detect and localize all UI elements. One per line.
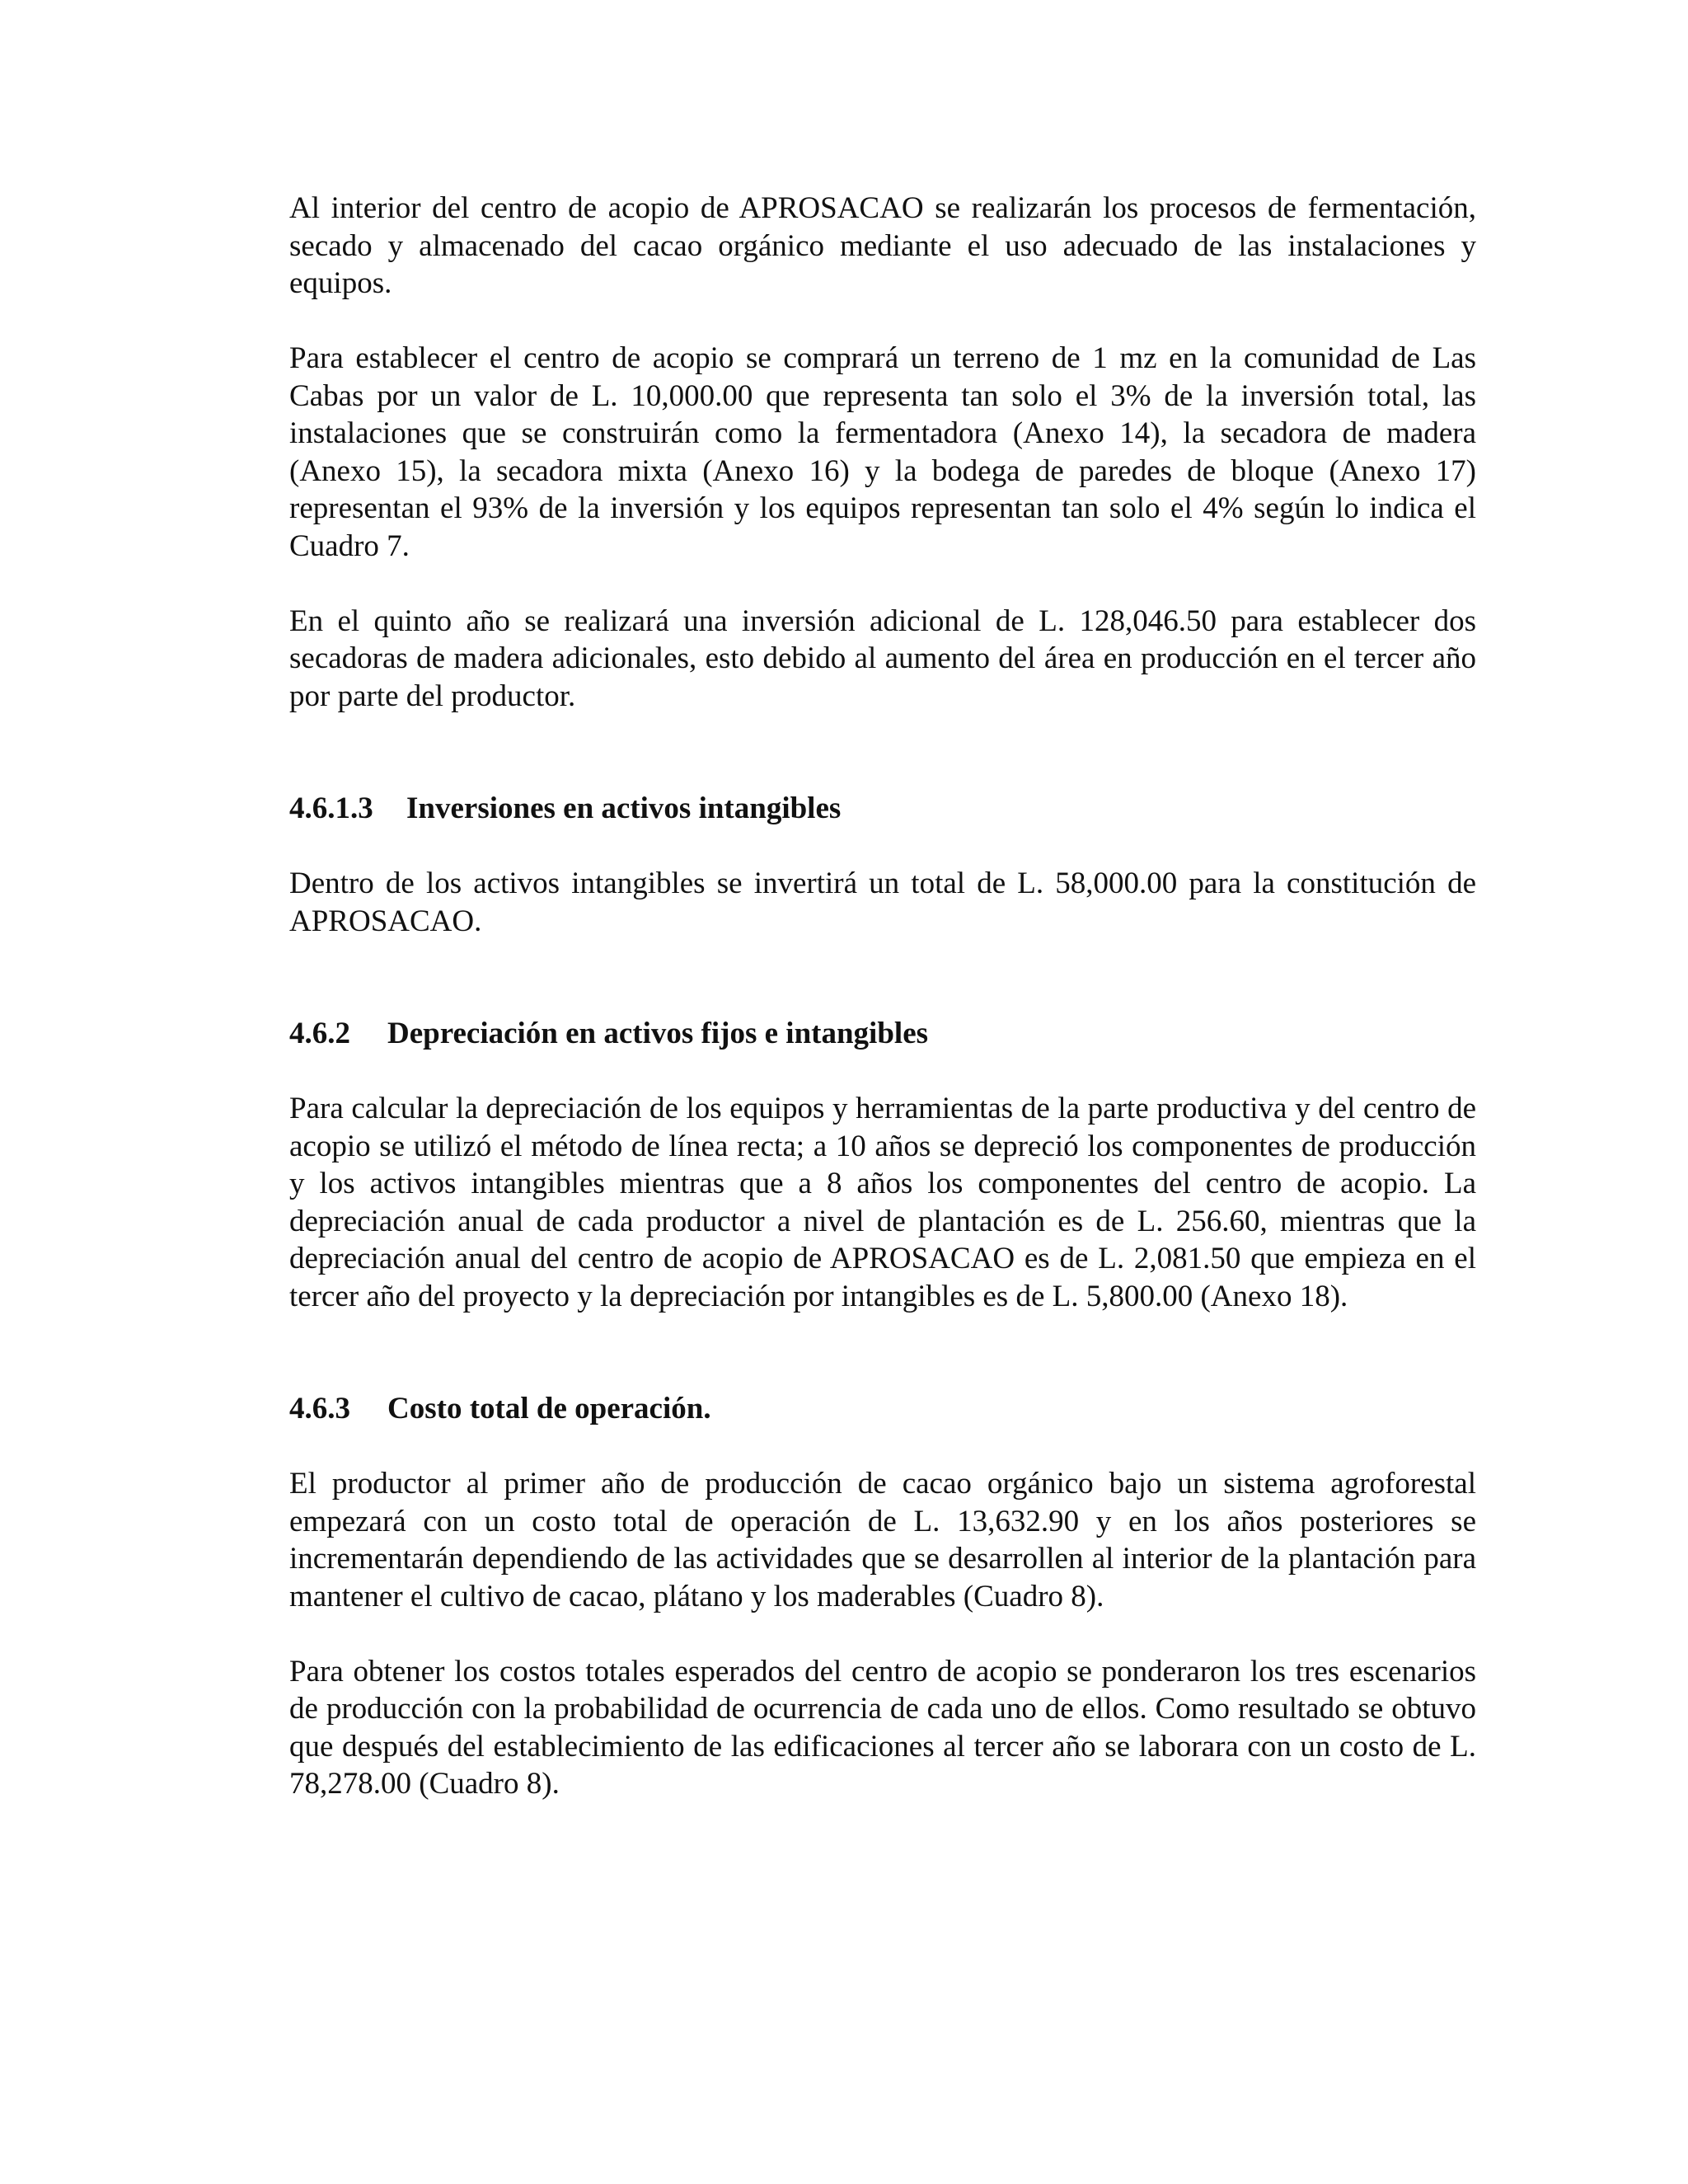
section-number: 4.6.1.3 [289, 791, 373, 825]
spacer [289, 1315, 1476, 1390]
section-number: 4.6.3 [289, 1392, 350, 1425]
spacer [289, 1615, 1476, 1653]
document-page [289, 190, 1476, 1803]
spacer [289, 565, 1476, 603]
section-title: Costo total de operación. [387, 1392, 711, 1425]
section-title: Inversiones en activos intangibles [406, 791, 842, 825]
paragraph-costo-centro-acopio: Para obtener los costos totales esperados del centro de acopio se ponderaron los tres escenarios de producción con la probabilidad de ocurrencia de cada uno de ellos. Como resultado se obtuvo que después del establecimiento de las edificaciones al tercer año se laborara con un costo de L. 78,278.00 (Cuadro 8). [289, 1654, 1476, 1801]
spacer [289, 828, 1476, 866]
paragraph-depreciacion: Para calcular la depreciación de los equipos y herramientas de la parte productiva y del centro de acopio se utilizó el método de línea recta; a 10 años se depreció los componentes de producción y los activos intangibles mientras que a 8 años los componentes del centro de acopio. La depreciación anual de cada productor a nivel de plantación es de L. 256.60, mientras que la depreciación anual del centro de acopio de APROSACAO es de L. 2,081.50 que empieza en el tercer año del proyecto y la depreciación por intangibles es de L. 5,800.00 (Anexo 18). [289, 1092, 1476, 1313]
paragraph-inversion-adicional: En el quinto año se realizará una inversión adicional de L. 128,046.50 para establecer dos secadoras de madera adicionales, esto debido al aumento del área en producción en el tercer año por parte del productor. [289, 604, 1476, 713]
spacer [289, 715, 1476, 790]
section-title: Depreciación en activos fijos e intangibles [387, 1017, 929, 1050]
section-heading-activos-intangibles [289, 790, 1476, 828]
section-heading-depreciacion [289, 1015, 1476, 1053]
paragraph-activos-intangibles: Dentro de los activos intangibles se invertirá un total de L. 58,000.00 para la constitución de APROSACAO. [289, 867, 1476, 938]
paragraph-terreno-inversion: Para establecer el centro de acopio se comprará un terreno de 1 mz en la comunidad de Las Cabas por un valor de L. 10,000.00 que representa tan solo el 3% de la inversión total, las instalaciones que se construirán como la fermentadora (Anexo 14), la secadora de madera (Anexo 15), la secadora mixta (Anexo 16) y la bodega de paredes de bloque (Anexo 17) representan el 93% de la inversión y los equipos representan tan solo el 4% según lo indica el Cuadro 7. [289, 341, 1476, 563]
spacer [289, 303, 1476, 341]
spacer [289, 940, 1476, 1015]
spacer [289, 1053, 1476, 1091]
section-heading-costo-total [289, 1390, 1476, 1428]
section-number: 4.6.2 [289, 1017, 350, 1050]
paragraph-costo-productor: El productor al primer año de producción de cacao orgánico bajo un sistema agroforestal empezará con un costo total de operación de L. 13,632.90 y en los años posteriores se incrementarán dependiendo de las actividades que se desarrollen al interior de la plantación para mantener el cultivo de cacao, plátano y los maderables (Cuadro 8). [289, 1467, 1476, 1613]
paragraph-centro-acopio-procesos: Al interior del centro de acopio de APROSACAO se realizarán los procesos de fermentación, secado y almacenado del cacao orgánico mediante el uso adecuado de las instalaciones y equipos. [289, 191, 1476, 300]
spacer [289, 1428, 1476, 1466]
